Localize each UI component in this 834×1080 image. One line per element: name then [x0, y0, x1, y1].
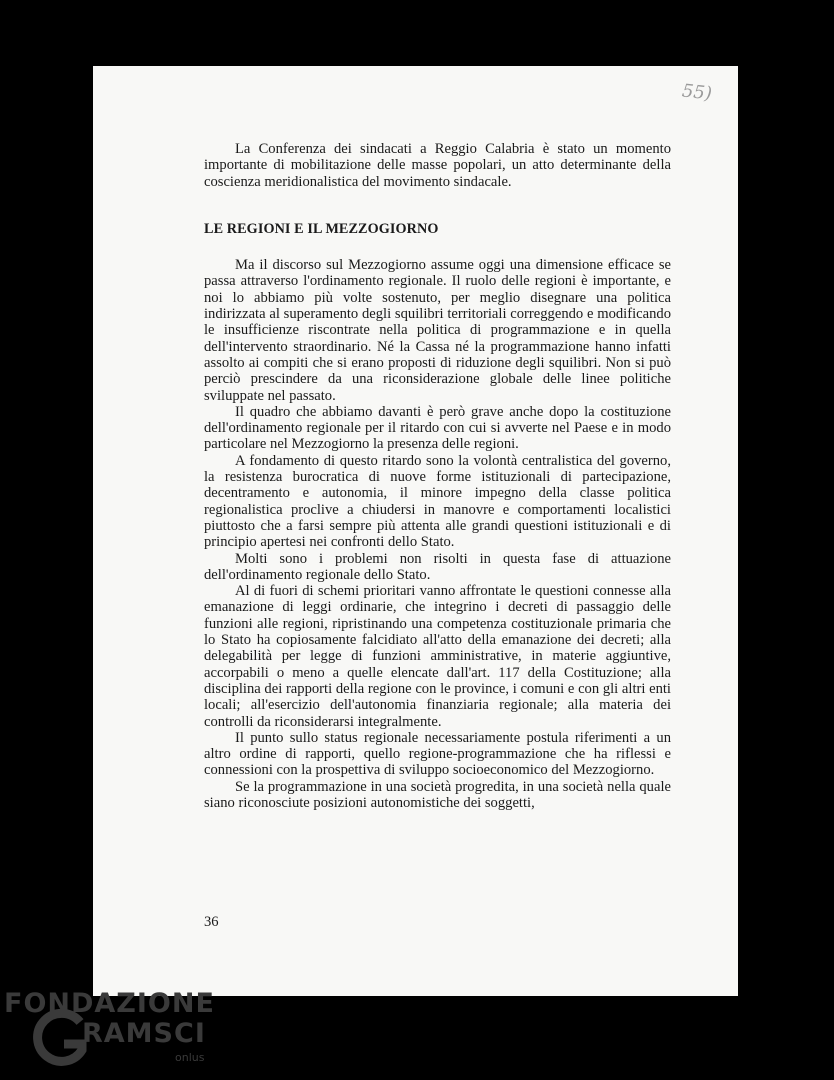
section-heading: LE REGIONI E IL MEZZOGIORNO: [204, 220, 439, 237]
document-page: [93, 66, 738, 996]
watermark-logo: [0, 986, 230, 1080]
watermark-g-icon: [30, 1000, 90, 1080]
body-text: [204, 141, 671, 811]
paragraph: Il quadro che abbiamo davanti è però grave anche dopo la costituzione dell'ordinamento regionale per il ritardo con cui si avverte nel Paese e in modo particolare nel Mezzogiorno la presenza delle regioni.: [204, 403, 671, 453]
paragraph: Se la programmazione in una società progredita, in una società nella quale siano riconosciute posizioni autonomistiche dei soggetti,: [204, 778, 671, 811]
paragraph: Al di fuori di schemi prioritari vanno affrontate le questioni connesse alla emanazione di leggi ordinarie, che integrino i decreti di passaggio delle funzioni alle regioni, ripristinando una competenza costituzionale primaria che lo Stato ha copiosamente falcidiato all'atto della emanazione dei decreti; alla delegabilità per legge di funzioni amministrative, in materie aggiuntive, accorpabili o meno a quelle elencate dall'art. 117 della Costituzione; alla disciplina dei rapporti della regione con le province, i comuni e con gli altri enti locali; all'esercizio dell'autonomia finanziaria regionale; alla materia dei controlli da riconsiderarsi integralmente.: [204, 583, 671, 730]
paragraph: A fondamento di questo ritardo sono la volontà centralistica del governo, la resistenza burocratica di nuove forme istituzionali di partecipazione, decentramento e autonomia, il minore impegno della classe politica regionalistica proclive a chiudersi in manovre e comportamenti localistici piuttosto che a farsi sempre più attenta alle grandi questioni istituzionali e di principio apertesi nei confronti dello Stato.: [204, 452, 671, 551]
handwritten-page-note: 55): [681, 80, 714, 105]
paragraph: Molti sono i problemi non risolti in questa fase di attuazione dell'ordinamento regionale dello Stato.: [204, 550, 671, 583]
page-number: 36: [204, 914, 219, 930]
paragraph: Il punto sullo status regionale necessariamente postula riferimenti a un altro ordine di rapporti, quello regione-programmazione che ha riflessi e connessioni con la prospettiva di sviluppo socioeconomico del Mezzogiorno.: [204, 729, 671, 779]
intro-paragraph: La Conferenza dei sindacati a Reggio Calabria è stato un momento importante di mobilitazione delle masse popolari, un atto determinante della coscienza meridionalistica del movimento sindacale.: [204, 141, 671, 190]
paragraph: Ma il discorso sul Mezzogiorno assume oggi una dimensione efficace se passa attraverso l'ordinamento regionale. Il ruolo delle regioni è importante, e noi lo abbiamo più volte sostenuto, per meglio disegnare una politica indirizzata al superamento degli squilibri territoriali correggendo e modificando le insufficienze riscontrate nella politica di programmazione e in quella dell'intervento straordinario. Né la Cassa né la programmazione hanno infatti assolto ai compiti che si erano proposti di riduzione degli squilibri. Non si può perciò prescindere da una riconsiderazione globale delle linee politiche sviluppate nel passato.: [204, 257, 671, 404]
watermark-line2: RAMSCI: [82, 1018, 206, 1049]
watermark-line1: FONDAZIONE: [4, 988, 215, 1019]
watermark-suffix: onlus: [175, 1051, 205, 1064]
